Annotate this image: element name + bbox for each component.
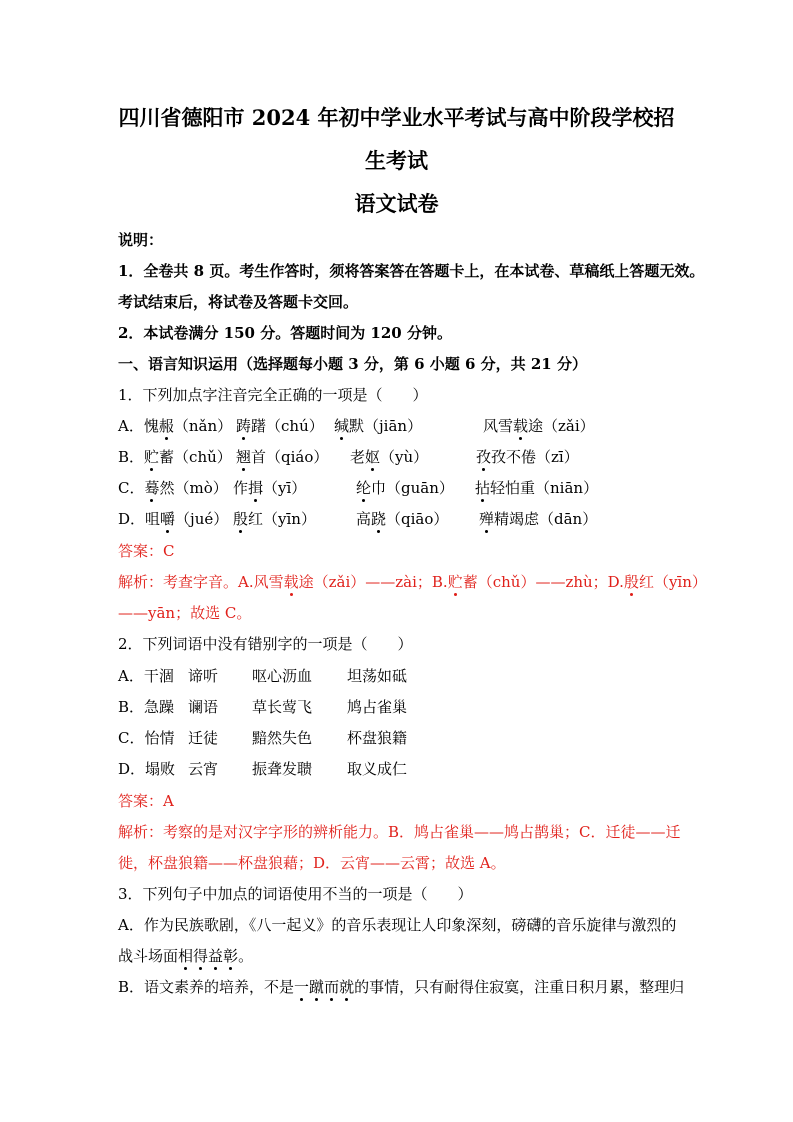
q2-c-item3: 黯然失色 [252,729,313,747]
q2-a-item4: 坦荡如砥 [347,667,408,685]
q1-a-item1: A．愧赧（nǎn） [118,417,233,435]
q2-c-item4: 杯盘狼籍 [347,729,408,747]
q2-b-item2: 谰语 [188,698,219,716]
q1-stem: 1．下列加点字注音完全正确的一项是（ ） [118,386,428,404]
q2-b-item1: B．急躁 [118,698,175,716]
q1-a-item2: 踌躇（chú） [236,417,324,435]
q3-option-b-line1: B．语文素养的培养，不是一蹴而就的事情，只有耐得住寂寞，注重日积月累，整理归 [118,978,685,996]
q2-d-item2: 云宵 [188,760,219,778]
q1-d-item2: 殷红（yīn） [233,510,316,528]
q2-a-item1: A．干涸 [118,667,174,685]
q1-d-item3: 高跷（qiāo） [356,510,449,528]
q1-c-item1: C．蓦然（mò） [118,479,228,497]
q2-analysis-line2: 徙，杯盘狼籍——杯盘狼藉；D．云宵——云霄；故选 A。 [118,854,506,872]
q1-b-item3: 老妪（yù） [350,448,429,466]
q1-b-item1: B．贮蓄（chǔ） [118,448,232,466]
q1-d-item4: 殚精竭虑（dān） [479,510,598,528]
q1-b-item2: 翘首（qiáo） [236,448,329,466]
q2-c-item2: 迁徒 [188,729,219,747]
q2-d-item1: D．塌败 [118,760,176,778]
q2-c-item1: C．怡情 [118,729,175,747]
instruction-2: 2．本试卷满分 150 分。答题时间为 120 分钟。 [118,324,452,342]
q2-b-item4: 鸠占雀巢 [347,698,408,716]
q2-a-item3: 呕心沥血 [252,667,313,685]
q1-analysis-line2: ——yān；故选 C。 [118,604,252,622]
section1-heading: 一、语言知识运用（选择题每小题 3 分，第 6 小题 6 分，共 21 分） [118,355,587,373]
q2-d-item3: 振聋发聩 [252,760,313,778]
q3-option-a-line1: A．作为民族歌剧，《八一起义》的音乐表现让人印象深刻，磅礴的音乐旋律与激烈的 [118,916,677,934]
q2-stem: 2．下列词语中没有错别字的一项是（ ） [118,635,413,653]
q1-c-item2: 作揖（yī） [233,479,307,497]
q2-answer: 答案：A [118,792,174,810]
exam-title-line2: 生考试 [365,148,428,173]
exam-subtitle: 语文试卷 [354,191,439,216]
q3-option-a-line2: 战斗场面相得益彰。 [118,947,254,965]
q2-b-item3: 草长莺飞 [252,698,313,716]
instruction-1b: 考试结束后，将试卷及答题卡交回。 [118,293,359,311]
exam-title-line1: 四川省德阳市 2024 年初中学业水平考试与高中阶段学校招 [118,105,675,130]
q1-answer: 答案：C [118,542,175,560]
q1-c-item4: 拈轻怕重（niān） [475,479,599,497]
q1-a-item4: 风雪载途（zǎi） [483,417,595,435]
instruction-1a: 1．全卷共 8 页。考生作答时，须将答案答在答题卡上，在本试卷、草稿纸上答题无效。 [118,262,705,280]
q2-a-item2: 谛听 [188,667,219,685]
q2-analysis-line1: 解析：考察的是对汉字字形的辨析能力。B．鸠占雀巢——鸠占鹊巢；C．迁徒——迁 [118,823,681,841]
instructions-label: 说明： [118,231,164,249]
q1-c-item3: 纶巾（guān） [356,479,454,497]
q1-d-item1: D．咀嚼（jué） [118,510,229,528]
q1-b-item4: 孜孜不倦（zī） [476,448,579,466]
q1-a-item3: 缄默（jiān） [334,417,423,435]
q2-d-item4: 取义成仁 [347,760,408,778]
q3-stem: 3．下列句子中加点的词语使用不当的一项是（ ） [118,885,473,903]
q1-analysis-line1: 解析：考查字音。A.风雪载途（zǎi）——zài；B.贮蓄（chǔ）——zhù；D.殷红（yīn） [118,573,707,591]
